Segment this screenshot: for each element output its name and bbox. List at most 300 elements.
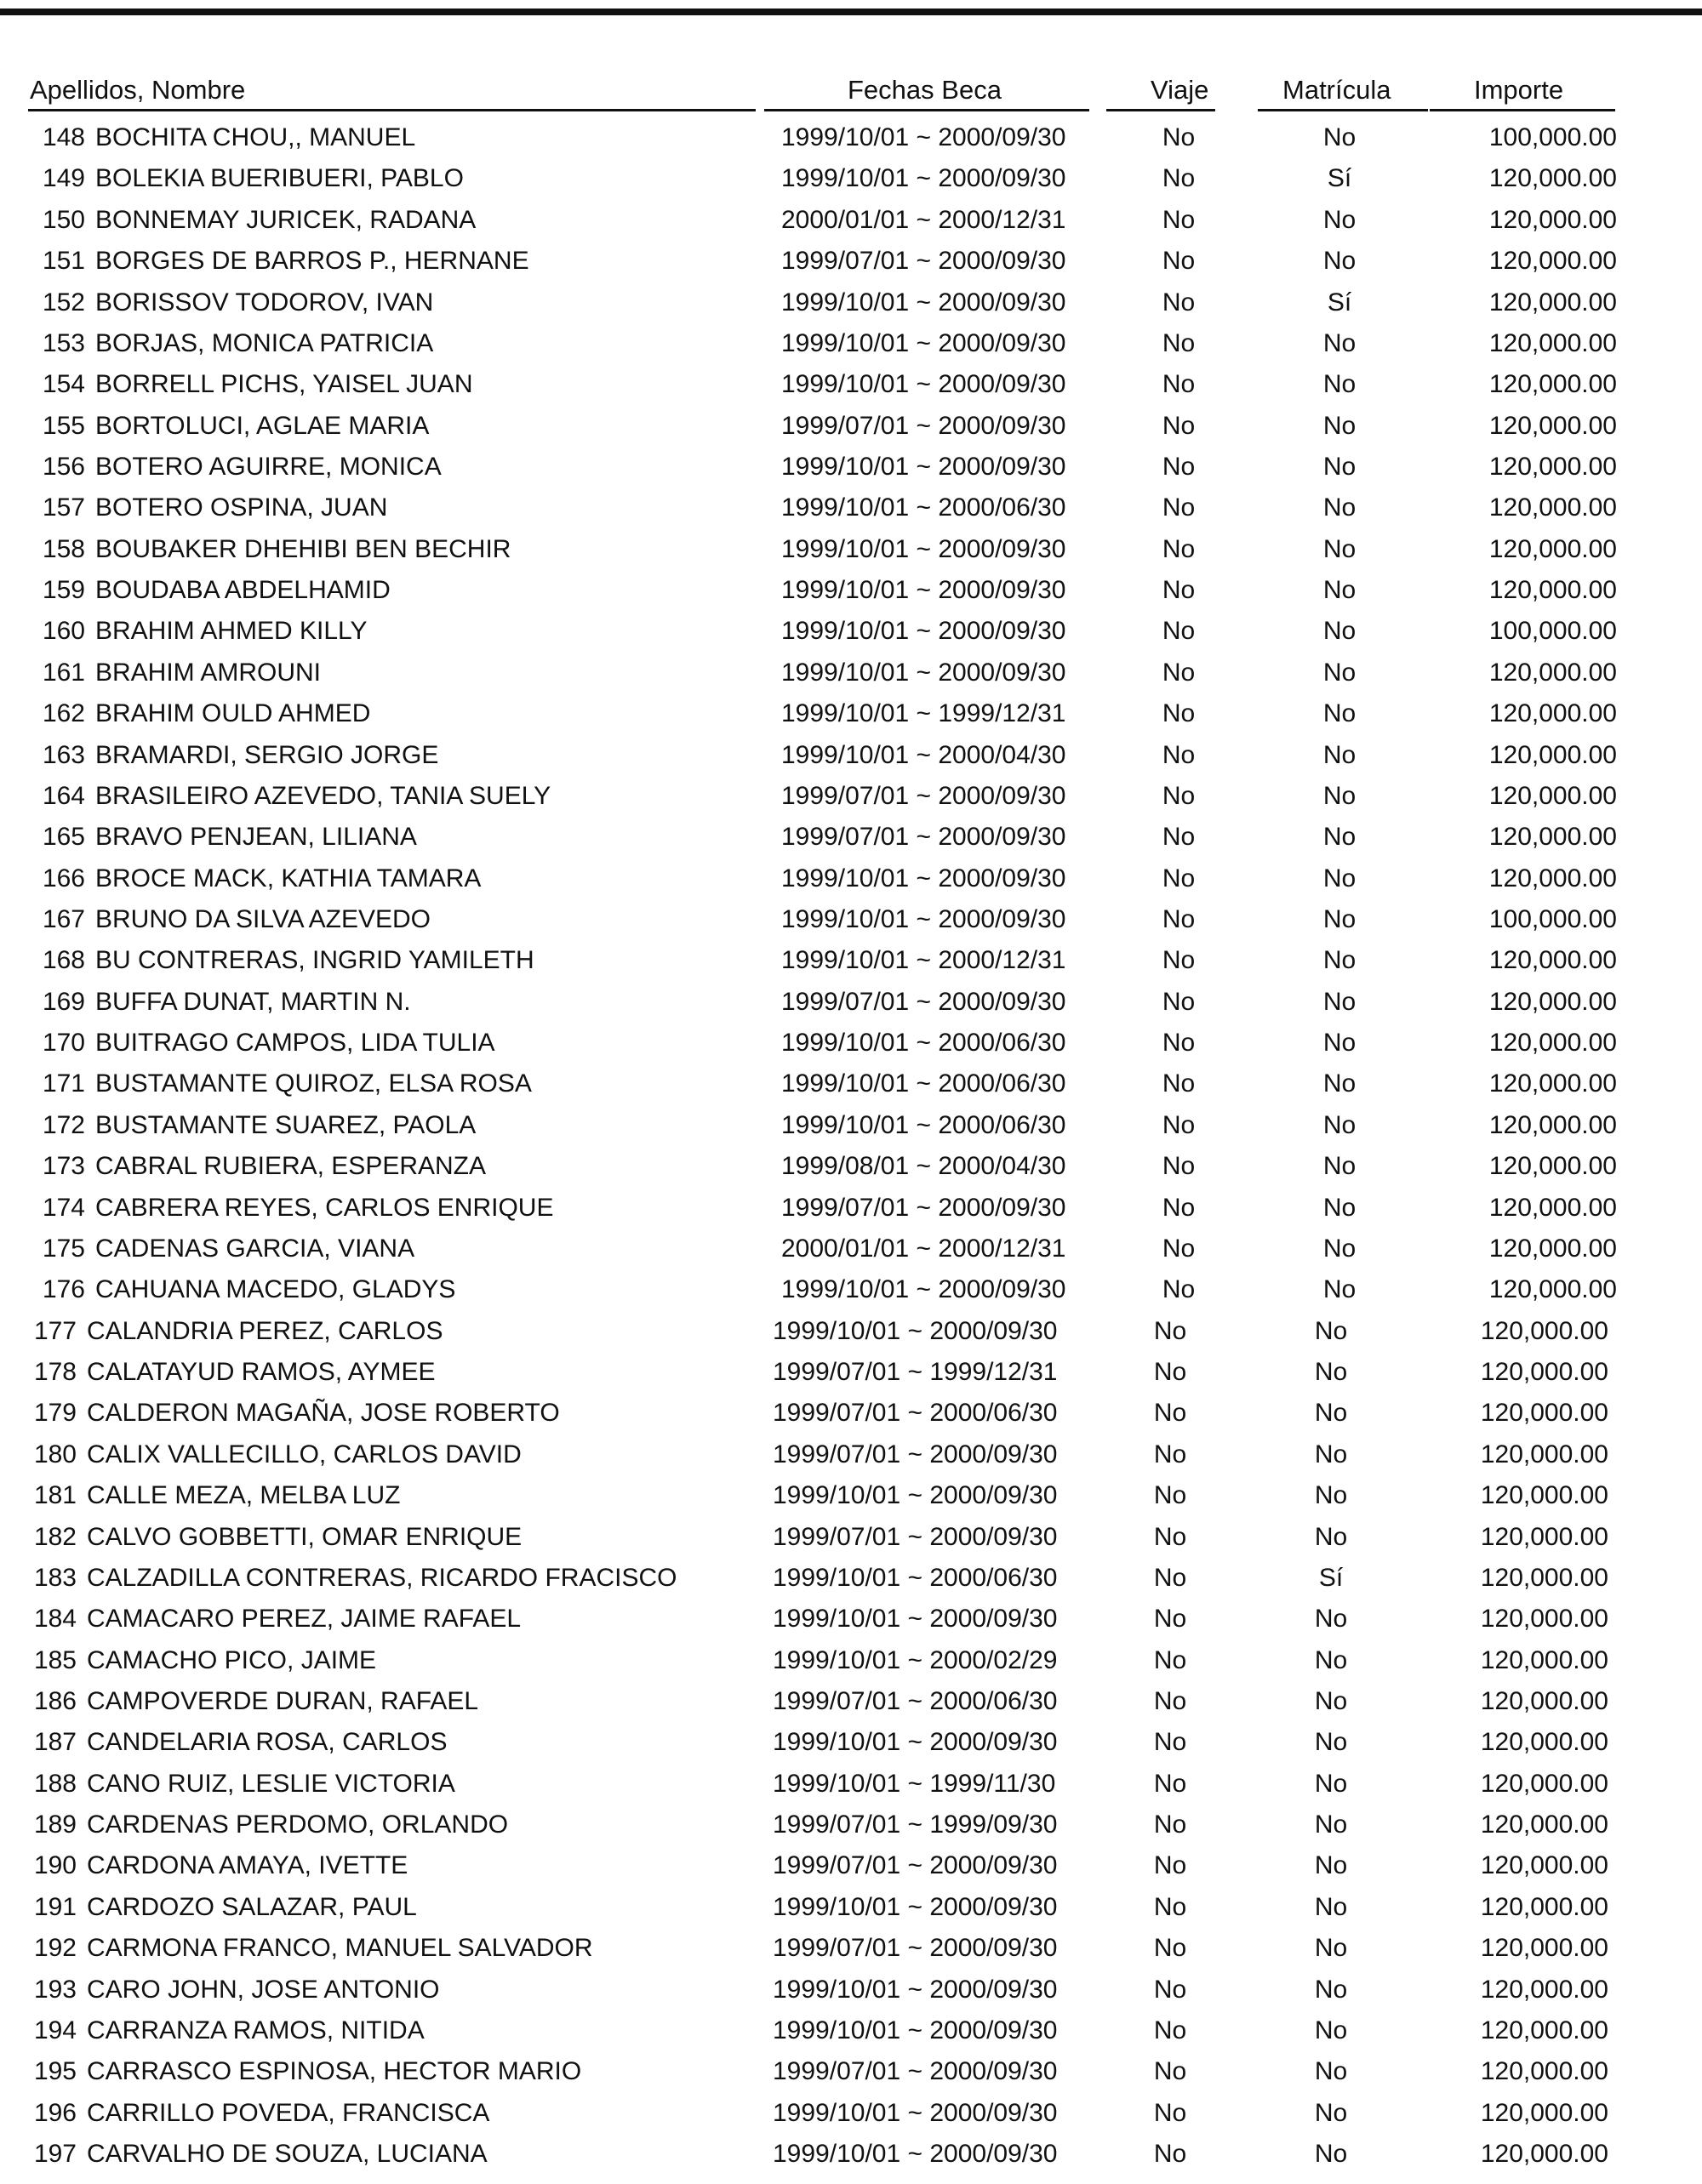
row-fechas-beca: 1999/07/01 ~ 2000/09/30 [781,1193,1066,1222]
row-importe: 120,000.00 [1480,2098,1608,2127]
row-number: 161 [42,658,85,687]
row-importe: 120,000.00 [1488,658,1617,687]
row-viaje: No [1162,1110,1196,1139]
row-viaje: No [1153,1975,1187,2004]
row-number: 152 [42,288,85,316]
row-matricula: No [1314,1975,1348,2004]
row-fechas-beca: 1999/10/01 ~ 2000/04/30 [781,740,1066,769]
row-matricula: No [1322,1069,1356,1098]
row-matricula: No [1314,2016,1348,2044]
row-fechas-beca: 1999/07/01 ~ 2000/09/30 [773,2057,1058,2086]
row-name: CAMACARO PEREZ, JAIME RAFAEL [87,1605,522,1634]
row-name: CABRERA REYES, CARLOS ENRIQUE [95,1193,554,1222]
table-row [0,2012,1702,2050]
row-matricula: No [1322,1193,1356,1222]
row-matricula: No [1322,411,1356,440]
row-importe: 120,000.00 [1488,1275,1617,1304]
row-number: 194 [33,2016,77,2044]
row-matricula: No [1314,1687,1348,1715]
row-name: BONNEMAY JURICEK, RADANA [95,205,477,234]
row-fechas-beca: 2000/01/01 ~ 2000/12/31 [781,205,1066,234]
row-name: BORRELL PICHS, YAISEL JUAN [95,370,473,399]
row-viaje: No [1153,1358,1187,1386]
row-importe: 120,000.00 [1480,1851,1608,1880]
row-importe: 120,000.00 [1480,1934,1608,1963]
row-matricula: No [1322,370,1356,399]
row-importe: 120,000.00 [1480,1687,1608,1715]
row-name: BOUDABA ABDELHAMID [95,576,391,604]
header-importe: Importe [1474,75,1564,105]
row-matricula: No [1322,1029,1356,1058]
table-row [0,1889,1702,1926]
row-fechas-beca: 1999/10/01 ~ 2000/09/30 [773,1728,1058,1757]
row-fechas-beca: 2000/01/01 ~ 2000/12/31 [781,1234,1066,1263]
row-matricula: Sí [1318,1563,1344,1592]
row-number: 182 [33,1522,77,1551]
table-row [0,737,1702,774]
row-name: CARVALHO DE SOUZA, LUCIANA [87,2140,488,2168]
table-row [0,1107,1702,1144]
row-number: 175 [42,1234,85,1263]
row-viaje: No [1153,1481,1187,1510]
row-number: 164 [42,781,85,810]
row-viaje: No [1153,2098,1187,2127]
table-row [0,325,1702,362]
row-name: BRAMARDI, SERGIO JORGE [95,740,439,769]
row-viaje: No [1153,1605,1187,1634]
row-name: BORJAS, MONICA PATRICIA [95,328,434,357]
row-importe: 100,000.00 [1488,617,1617,646]
table-row [0,160,1702,197]
row-viaje: No [1162,740,1196,769]
row-importe: 120,000.00 [1480,1358,1608,1386]
table-row [0,778,1702,815]
row-fechas-beca: 1999/10/01 ~ 2000/09/30 [773,1892,1058,1921]
row-name: CANO RUIZ, LESLIE VICTORIA [87,1769,455,1798]
row-fechas-beca: 1999/10/01 ~ 2000/09/30 [781,534,1066,563]
row-viaje: No [1162,493,1196,522]
row-name: CARDENAS PERDOMO, ORLANDO [87,1810,509,1839]
row-importe: 120,000.00 [1480,1605,1608,1634]
row-fechas-beca: 1999/10/01 ~ 2000/09/30 [781,617,1066,646]
row-name: CARDOZO SALAZAR, PAUL [87,1892,417,1921]
row-name: BUSTAMANTE QUIROZ, ELSA ROSA [95,1069,532,1098]
table-row [0,242,1702,280]
row-matricula: Sí [1327,288,1352,316]
row-fechas-beca: 1999/10/01 ~ 2000/09/30 [781,658,1066,687]
row-name: CALVO GOBBETTI, OMAR ENRIQUE [87,1522,523,1551]
row-importe: 120,000.00 [1488,1110,1617,1139]
row-importe: 120,000.00 [1480,1481,1608,1510]
row-importe: 120,000.00 [1480,2140,1608,2168]
row-fechas-beca: 1999/07/01 ~ 2000/09/30 [773,1934,1058,1963]
row-importe: 120,000.00 [1488,452,1617,481]
row-name: BRAHIM AHMED KILLY [95,617,368,646]
row-matricula: No [1314,1481,1348,1510]
row-matricula: No [1322,823,1356,852]
row-fechas-beca: 1999/10/01 ~ 2000/09/30 [781,328,1066,357]
table-row [0,2053,1702,2090]
table-row [0,1313,1702,1350]
row-importe: 120,000.00 [1488,1234,1617,1263]
row-fechas-beca: 1999/07/01 ~ 2000/09/30 [773,1522,1058,1551]
row-number: 190 [33,1851,77,1880]
row-number: 173 [42,1152,85,1181]
row-matricula: No [1322,781,1356,810]
row-name: BRUNO DA SILVA AZEVEDO [95,905,431,933]
row-viaje: No [1162,247,1196,276]
row-matricula: No [1314,1851,1348,1880]
row-importe: 120,000.00 [1488,411,1617,440]
row-matricula: No [1314,1358,1348,1386]
row-matricula: No [1314,1892,1348,1921]
row-importe: 120,000.00 [1480,1522,1608,1551]
row-name: BORISSOV TODOROV, IVAN [95,288,434,316]
row-importe: 120,000.00 [1488,164,1617,193]
table-row [0,119,1702,157]
row-number: 151 [42,247,85,276]
row-viaje: No [1162,576,1196,604]
row-number: 172 [42,1110,85,1139]
row-viaje: No [1153,1399,1187,1428]
table-row [0,1519,1702,1556]
row-name: CANDELARIA ROSA, CARLOS [87,1728,448,1757]
row-fechas-beca: 1999/07/01 ~ 2000/09/30 [773,1851,1058,1880]
row-fechas-beca: 1999/10/01 ~ 2000/06/30 [781,1029,1066,1058]
table-row [0,1847,1702,1885]
row-number: 155 [42,411,85,440]
row-name: BOTERO OSPINA, JUAN [95,493,388,522]
row-importe: 120,000.00 [1488,823,1617,852]
row-number: 187 [33,1728,77,1757]
row-number: 153 [42,328,85,357]
row-viaje: No [1153,2140,1187,2168]
table-row [0,901,1702,938]
row-number: 165 [42,823,85,852]
row-matricula: No [1314,1522,1348,1551]
row-name: BOCHITA CHOU,, MANUEL [95,123,416,151]
table-row [0,531,1702,568]
row-importe: 120,000.00 [1488,534,1617,563]
row-fechas-beca: 1999/10/01 ~ 2000/06/30 [781,1069,1066,1098]
row-importe: 120,000.00 [1480,1645,1608,1674]
table-row [0,1971,1702,2009]
row-viaje: No [1162,699,1196,728]
row-name: BOUBAKER DHEHIBI BEN BECHIR [95,534,511,563]
row-viaje: No [1162,164,1196,193]
row-name: CALIX VALLECILLO, CARLOS DAVID [87,1440,522,1468]
header-fechas-beca: Fechas Beca [848,75,1002,105]
row-number: 168 [42,946,85,975]
row-importe: 120,000.00 [1480,2057,1608,2086]
row-importe: 120,000.00 [1488,864,1617,892]
row-number: 170 [42,1029,85,1058]
table-row [0,984,1702,1021]
row-matricula: No [1322,123,1356,151]
table-row [0,1930,1702,1967]
row-matricula: No [1322,534,1356,563]
row-number: 197 [33,2140,77,2168]
table-row [0,202,1702,239]
row-number: 181 [33,1481,77,1510]
row-matricula: No [1314,1645,1348,1674]
table-row [0,1024,1702,1062]
row-number: 166 [42,864,85,892]
row-name: BRAHIM OULD AHMED [95,699,371,728]
row-importe: 120,000.00 [1480,2016,1608,2044]
row-number: 149 [42,164,85,193]
row-matricula: No [1322,205,1356,234]
row-matricula: No [1322,452,1356,481]
table-row [0,2136,1702,2173]
row-matricula: No [1322,1234,1356,1263]
row-viaje: No [1153,1810,1187,1839]
row-number: 195 [33,2057,77,2086]
table-row [0,1765,1702,1803]
row-name: CAMPOVERDE DURAN, RAFAEL [87,1687,479,1715]
row-number: 192 [33,1934,77,1963]
row-name: BOTERO AGUIRRE, MONICA [95,452,442,481]
row-importe: 120,000.00 [1488,1069,1617,1098]
row-importe: 120,000.00 [1480,1399,1608,1428]
row-matricula: No [1322,328,1356,357]
row-number: 169 [42,987,85,1016]
row-viaje: No [1153,1316,1187,1345]
row-importe: 120,000.00 [1488,1193,1617,1222]
row-name: BRAHIM AMROUNI [95,658,322,687]
row-viaje: No [1153,1769,1187,1798]
table-row [0,1394,1702,1432]
row-fechas-beca: 1999/10/01 ~ 2000/02/29 [773,1645,1058,1674]
row-importe: 120,000.00 [1488,493,1617,522]
row-number: 150 [42,205,85,234]
row-number: 186 [33,1687,77,1715]
row-importe: 120,000.00 [1480,1563,1608,1592]
row-name: CALZADILLA CONTRERAS, RICARDO FRACISCO [87,1563,677,1592]
table-row [0,1560,1702,1597]
row-fechas-beca: 1999/07/01 ~ 2000/09/30 [781,987,1066,1016]
row-viaje: No [1162,205,1196,234]
row-importe: 120,000.00 [1488,740,1617,769]
row-viaje: No [1153,1687,1187,1715]
row-viaje: No [1153,2057,1187,2086]
row-fechas-beca: 1999/10/01 ~ 2000/06/30 [781,493,1066,522]
row-matricula: No [1322,247,1356,276]
row-fechas-beca: 1999/10/01 ~ 2000/12/31 [781,946,1066,975]
table-row [0,1271,1702,1309]
row-number: 191 [33,1892,77,1921]
row-importe: 120,000.00 [1480,1769,1608,1798]
row-importe: 120,000.00 [1480,1975,1608,2004]
table-row [0,366,1702,403]
row-matricula: No [1314,1810,1348,1839]
row-fechas-beca: 1999/10/01 ~ 2000/09/30 [781,452,1066,481]
row-importe: 120,000.00 [1488,699,1617,728]
row-matricula: No [1322,1275,1356,1304]
row-name: BUITRAGO CAMPOS, LIDA TULIA [95,1029,495,1058]
row-name: BRASILEIRO AZEVEDO, TANIA SUELY [95,781,551,810]
row-viaje: No [1162,823,1196,852]
row-fechas-beca: 1999/10/01 ~ 2000/09/30 [781,123,1066,151]
row-viaje: No [1153,1892,1187,1921]
row-viaje: No [1162,864,1196,892]
row-viaje: No [1162,617,1196,646]
row-matricula: No [1314,1728,1348,1757]
row-matricula: No [1322,905,1356,933]
header-apellidos-nombre: Apellidos, Nombre [30,75,246,105]
row-name: BUSTAMANTE SUAREZ, PAOLA [95,1110,477,1139]
row-fechas-beca: 1999/10/01 ~ 2000/09/30 [773,2140,1058,2168]
row-matricula: No [1314,2057,1348,2086]
row-number: 188 [33,1769,77,1798]
row-fechas-beca: 1999/07/01 ~ 1999/12/31 [773,1358,1058,1386]
row-importe: 100,000.00 [1488,905,1617,933]
table-row [0,1642,1702,1679]
row-importe: 120,000.00 [1488,1152,1617,1181]
row-number: 176 [42,1275,85,1304]
row-matricula: No [1314,1934,1348,1963]
row-number: 157 [42,493,85,522]
row-number: 167 [42,905,85,933]
row-viaje: No [1153,1851,1187,1880]
row-name: CAHUANA MACEDO, GLADYS [95,1275,456,1304]
row-matricula: No [1322,987,1356,1016]
row-number: 193 [33,1975,77,2004]
header-viaje: Viaje [1151,75,1209,105]
row-matricula: No [1322,740,1356,769]
row-viaje: No [1162,328,1196,357]
row-matricula: No [1322,946,1356,975]
table-row [0,818,1702,856]
row-name: CALLE MEZA, MELBA LUZ [87,1481,401,1510]
row-name: CADENAS GARCIA, VIANA [95,1234,415,1263]
row-matricula: No [1314,1316,1348,1345]
row-matricula: No [1314,1399,1348,1428]
table-row [0,1436,1702,1474]
row-fechas-beca: 1999/10/01 ~ 1999/11/30 [773,1769,1056,1798]
row-matricula: No [1322,864,1356,892]
table-row [0,489,1702,527]
row-fechas-beca: 1999/07/01 ~ 2000/09/30 [773,1440,1058,1468]
row-name: BUFFA DUNAT, MARTIN N. [95,987,411,1016]
row-name: CALDERON MAGAÑA, JOSE ROBERTO [87,1399,560,1428]
row-fechas-beca: 1999/10/01 ~ 2000/09/30 [781,370,1066,399]
table-row [0,1189,1702,1227]
row-fechas-beca: 1999/07/01 ~ 2000/09/30 [781,781,1066,810]
row-fechas-beca: 1999/07/01 ~ 2000/06/30 [773,1399,1058,1428]
row-matricula: No [1314,1440,1348,1468]
row-viaje: No [1153,2016,1187,2044]
row-fechas-beca: 1999/07/01 ~ 2000/09/30 [781,247,1066,276]
row-number: 179 [33,1399,77,1428]
table-row [0,942,1702,979]
row-number: 174 [42,1193,85,1222]
row-viaje: No [1162,123,1196,151]
table-row [0,2095,1702,2132]
row-fechas-beca: 1999/10/01 ~ 2000/09/30 [773,2016,1058,2044]
row-number: 189 [33,1810,77,1839]
table-row [0,860,1702,898]
row-number: 158 [42,534,85,563]
row-viaje: No [1162,1029,1196,1058]
table-row [0,1477,1702,1514]
row-name: CABRAL RUBIERA, ESPERANZA [95,1152,487,1181]
row-fechas-beca: 1999/10/01 ~ 2000/09/30 [773,1481,1058,1510]
row-importe: 120,000.00 [1488,328,1617,357]
row-viaje: No [1162,781,1196,810]
row-matricula: No [1314,2140,1348,2168]
row-fechas-beca: 1999/07/01 ~ 2000/09/30 [781,823,1066,852]
row-matricula: No [1314,1605,1348,1634]
row-fechas-beca: 1999/10/01 ~ 2000/09/30 [773,2098,1058,2127]
row-name: CARMONA FRANCO, MANUEL SALVADOR [87,1934,593,1963]
row-number: 183 [33,1563,77,1592]
row-matricula: Sí [1327,164,1352,193]
row-importe: 120,000.00 [1480,1892,1608,1921]
row-viaje: No [1153,1645,1187,1674]
row-name: CARDONA AMAYA, IVETTE [87,1851,408,1880]
row-viaje: No [1162,452,1196,481]
row-viaje: No [1153,1563,1187,1592]
row-fechas-beca: 1999/10/01 ~ 2000/06/30 [773,1563,1058,1592]
row-importe: 120,000.00 [1488,288,1617,316]
row-importe: 120,000.00 [1488,370,1617,399]
row-fechas-beca: 1999/10/01 ~ 2000/09/30 [781,1275,1066,1304]
row-fechas-beca: 1999/10/01 ~ 2000/09/30 [773,1316,1058,1345]
row-number: 156 [42,452,85,481]
row-fechas-beca: 1999/07/01 ~ 1999/09/30 [773,1810,1058,1839]
table-row [0,1065,1702,1103]
row-viaje: No [1153,1440,1187,1468]
row-fechas-beca: 1999/10/01 ~ 2000/09/30 [781,864,1066,892]
row-name: CARRILLO POVEDA, FRANCISCA [87,2098,490,2127]
row-viaje: No [1162,1234,1196,1263]
row-name: CARO JOHN, JOSE ANTONIO [87,1975,440,2004]
row-viaje: No [1162,658,1196,687]
row-name: CAMACHO PICO, JAIME [87,1645,377,1674]
row-name: CALATAYUD RAMOS, AYMEE [87,1358,436,1386]
row-fechas-beca: 1999/10/01 ~ 2000/09/30 [781,288,1066,316]
row-importe: 120,000.00 [1488,987,1617,1016]
row-importe: 120,000.00 [1488,781,1617,810]
row-number: 159 [42,576,85,604]
row-number: 160 [42,617,85,646]
row-name: CARRANZA RAMOS, NITIDA [87,2016,425,2044]
row-importe: 100,000.00 [1488,123,1617,151]
row-fechas-beca: 1999/10/01 ~ 2000/09/30 [781,576,1066,604]
row-number: 185 [33,1645,77,1674]
row-name: CALANDRIA PEREZ, CARLOS [87,1316,443,1345]
row-matricula: No [1322,576,1356,604]
row-importe: 120,000.00 [1488,576,1617,604]
row-matricula: No [1322,1152,1356,1181]
row-viaje: No [1162,987,1196,1016]
row-name: BRAVO PENJEAN, LILIANA [95,823,417,852]
row-viaje: No [1153,1934,1187,1963]
table-row [0,1148,1702,1185]
row-number: 163 [42,740,85,769]
row-matricula: No [1314,2098,1348,2127]
row-number: 180 [33,1440,77,1468]
table-row [0,1600,1702,1638]
row-name: BORTOLUCI, AGLAE MARIA [95,411,430,440]
table-row [0,654,1702,692]
row-number: 162 [42,699,85,728]
row-fechas-beca: 1999/10/01 ~ 1999/12/31 [781,699,1066,728]
table-row [0,572,1702,609]
row-importe: 120,000.00 [1488,205,1617,234]
row-number: 148 [42,123,85,151]
